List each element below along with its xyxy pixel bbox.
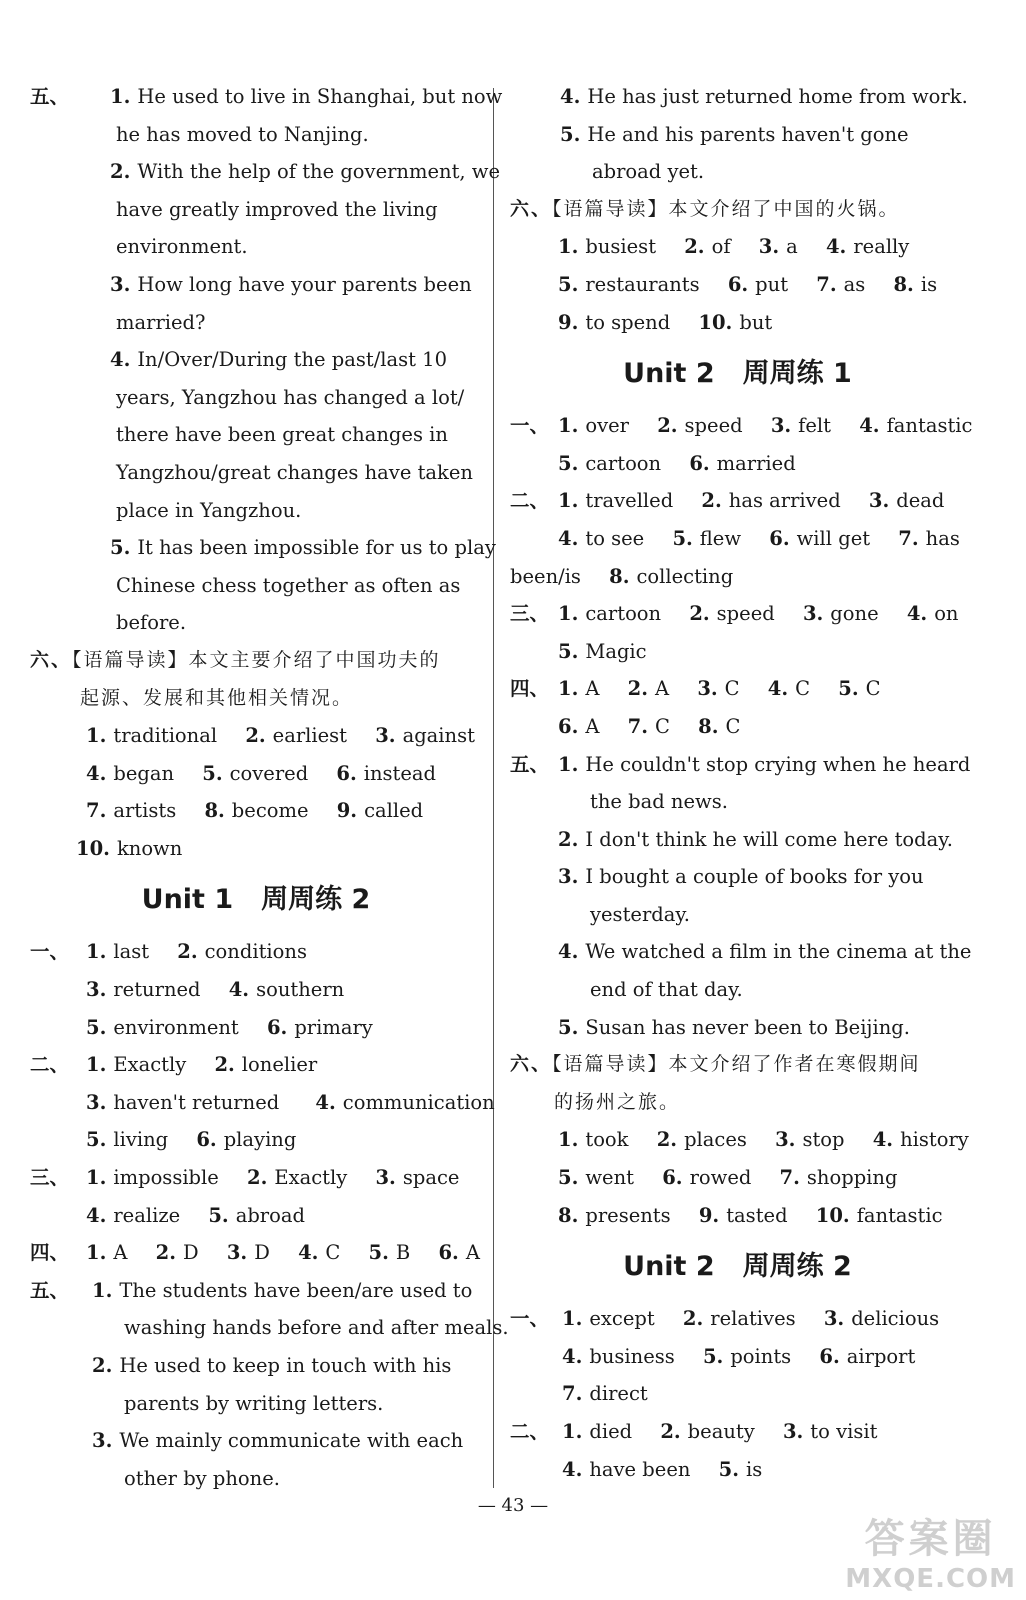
answer-line: parents by writing letters.: [124, 1391, 384, 1415]
answer-line: 7. artists 8. become 9. called: [86, 799, 424, 823]
answer-line: 3. returned 4. southern: [86, 978, 345, 1002]
answer-line: 4. In/Over/During the past/last 10: [110, 348, 447, 372]
answer-line: 一、 1. last 2. conditions: [30, 933, 482, 971]
answer-line: 五、 1. He used to live in Shanghai, but now: [30, 78, 482, 116]
answer-line: 4. We watched a film in the cinema at the: [558, 940, 972, 964]
answer-line: 五、 1. He couldn't stop crying when he heard: [510, 746, 965, 784]
answer-line: 3. I bought a couple of books for you: [558, 865, 924, 889]
answer-line: 2. I don't think he will come here today.: [558, 827, 953, 851]
answer-line: 5. restaurants 6. put 7. as 8. is: [558, 272, 938, 296]
answer-line: 4. He has just returned home from work.: [560, 85, 968, 108]
reading-guide-cont: 的扬州之旅。: [554, 1090, 681, 1113]
answer-line: 4. began 5. covered 6. instead: [86, 761, 437, 785]
answer-line: washing hands before and after meals.: [124, 1316, 509, 1340]
section-mark: 五、: [510, 752, 550, 776]
unit-heading: Unit 2 周周练 2: [623, 1251, 852, 1283]
answer-line: 一、 1. over 2. speed 3. felt 4. fantastic: [510, 407, 965, 445]
answer-line: end of that day.: [590, 978, 743, 1002]
section-mark: 三、: [510, 602, 550, 626]
answer-line: 5. living 6. playing: [86, 1128, 297, 1152]
answer-line: 3. We mainly communicate with each: [92, 1429, 464, 1453]
answer-line: there have been great changes in: [116, 423, 448, 447]
answer-line: 二、 1. Exactly 2. lonelier: [30, 1046, 482, 1084]
answer-line: 5. It has been impossible for us to play: [110, 536, 496, 560]
answer-line: 4. business 5. points 6. airport: [562, 1344, 916, 1368]
answer-line: 2. He used to keep in touch with his: [92, 1354, 452, 1377]
watermark-url: MXQE.COM: [845, 1564, 1016, 1594]
section-mark: 六、: [510, 1053, 553, 1076]
answer-line: 5. He and his parents haven't gone: [560, 122, 909, 146]
answer-line: married?: [116, 310, 206, 334]
answer-line: 四、 1. A 2. D 3. D 4. C 5. B 6. A: [30, 1234, 482, 1272]
answer-line: 四、 1. A 2. A 3. C 4. C 5. C: [510, 670, 965, 708]
answer-line: 4. have been 5. is: [562, 1457, 763, 1481]
reading-guide: 六、【语篇导读】本文主要介绍了中国功夫的: [30, 648, 441, 671]
answer-line: years, Yangzhou has changed a lot/: [116, 385, 465, 409]
reading-guide: 六、【语篇导读】本文介绍了中国的火锅。: [510, 197, 900, 220]
answer-line: 五、 1. The students have been/are used to: [30, 1272, 482, 1310]
answer-line: the bad news.: [590, 790, 728, 814]
left-column: [30, 78, 509, 1497]
column-divider: [493, 88, 494, 1488]
right-column: [510, 78, 973, 1488]
section-mark: 四、: [510, 677, 550, 701]
answer-line: environment.: [116, 235, 248, 259]
answer-line: he has moved to Nanjing.: [116, 122, 369, 146]
section-mark: 五、: [30, 85, 70, 108]
answer-line: 1. busiest 2. of 3. a 4. really: [558, 235, 910, 259]
section-mark: 一、: [510, 1307, 550, 1331]
answer-line: 7. direct: [562, 1382, 648, 1406]
answer-line: 3. How long have your parents been: [110, 272, 472, 296]
section-mark: 二、: [510, 1420, 550, 1443]
answer-line: 4. to see 5. flew 6. will get 7. has: [558, 526, 960, 550]
answer-line: 1. traditional 2. earliest 3. against: [86, 724, 475, 748]
section-mark: 一、: [510, 414, 550, 438]
answer-line: abroad yet.: [592, 160, 705, 184]
unit-heading: Unit 1 周周练 2: [141, 884, 371, 916]
answer-line: yesterday.: [590, 902, 690, 926]
reading-guide: 六、【语篇导读】本文介绍了作者在寒假期间: [510, 1053, 921, 1076]
answer-line: 2. With the help of the government, we: [110, 160, 501, 184]
answer-line: 6. A 7. C 8. C: [558, 714, 741, 738]
answer-line: 5. went 6. rowed 7. shopping: [558, 1166, 898, 1190]
answer-line: other by phone.: [124, 1466, 280, 1490]
section-mark: 六、: [30, 648, 73, 671]
answer-line: 10. known: [76, 836, 183, 860]
answer-line: 一、 1. except 2. relatives 3. delicious: [510, 1300, 965, 1338]
answer-line: Chinese chess together as often as: [116, 573, 461, 597]
watermark-logo: [845, 1507, 1016, 1594]
section-mark: 六、: [510, 197, 553, 220]
answer-line: 3. haven't returned 4. communication: [86, 1090, 495, 1114]
unit-heading: Unit 2 周周练 1: [623, 358, 852, 390]
page-number: — 43 —: [477, 1495, 549, 1516]
answer-line: place in Yangzhou.: [116, 498, 302, 522]
answer-line: 5. cartoon 6. married: [558, 451, 796, 475]
answer-line: 1. took 2. places 3. stop 4. history: [558, 1128, 969, 1152]
section-mark: 二、: [510, 489, 550, 513]
section-mark: 四、: [30, 1241, 70, 1265]
answer-line: 5. Magic: [558, 639, 647, 663]
answer-line: been/is 8. collecting: [510, 564, 734, 588]
watermark-logo-text: 答案圈: [864, 1516, 997, 1562]
answer-line: 8. presents 9. tasted 10. fantastic: [558, 1203, 943, 1227]
answer-line: 9. to spend 10. but: [558, 310, 773, 334]
section-mark: 五、: [30, 1278, 70, 1302]
answer-line: 二、 1. travelled 2. has arrived 3. dead: [510, 482, 965, 520]
answer-line: 三、 1. cartoon 2. speed 3. gone 4. on: [510, 595, 965, 633]
answer-line: 5. environment 6. primary: [86, 1015, 373, 1039]
answer-line: 二、 1. died 2. beauty 3. to visit: [510, 1413, 965, 1451]
answer-line: 5. Susan has never been to Beijing.: [558, 1015, 910, 1039]
answer-line: 三、 1. impossible 2. Exactly 3. space: [30, 1159, 482, 1197]
answer-line: have greatly improved the living: [116, 197, 438, 221]
answer-line: before.: [116, 611, 187, 635]
answer-line: 4. realize 5. abroad: [86, 1203, 305, 1227]
section-mark: 二、: [30, 1053, 70, 1077]
section-mark: 三、: [30, 1166, 70, 1190]
reading-guide-cont: 起源、发展和其他相关情况。: [80, 686, 354, 709]
section-mark: 一、: [30, 940, 70, 964]
answer-line: Yangzhou/great changes have taken: [116, 460, 473, 484]
